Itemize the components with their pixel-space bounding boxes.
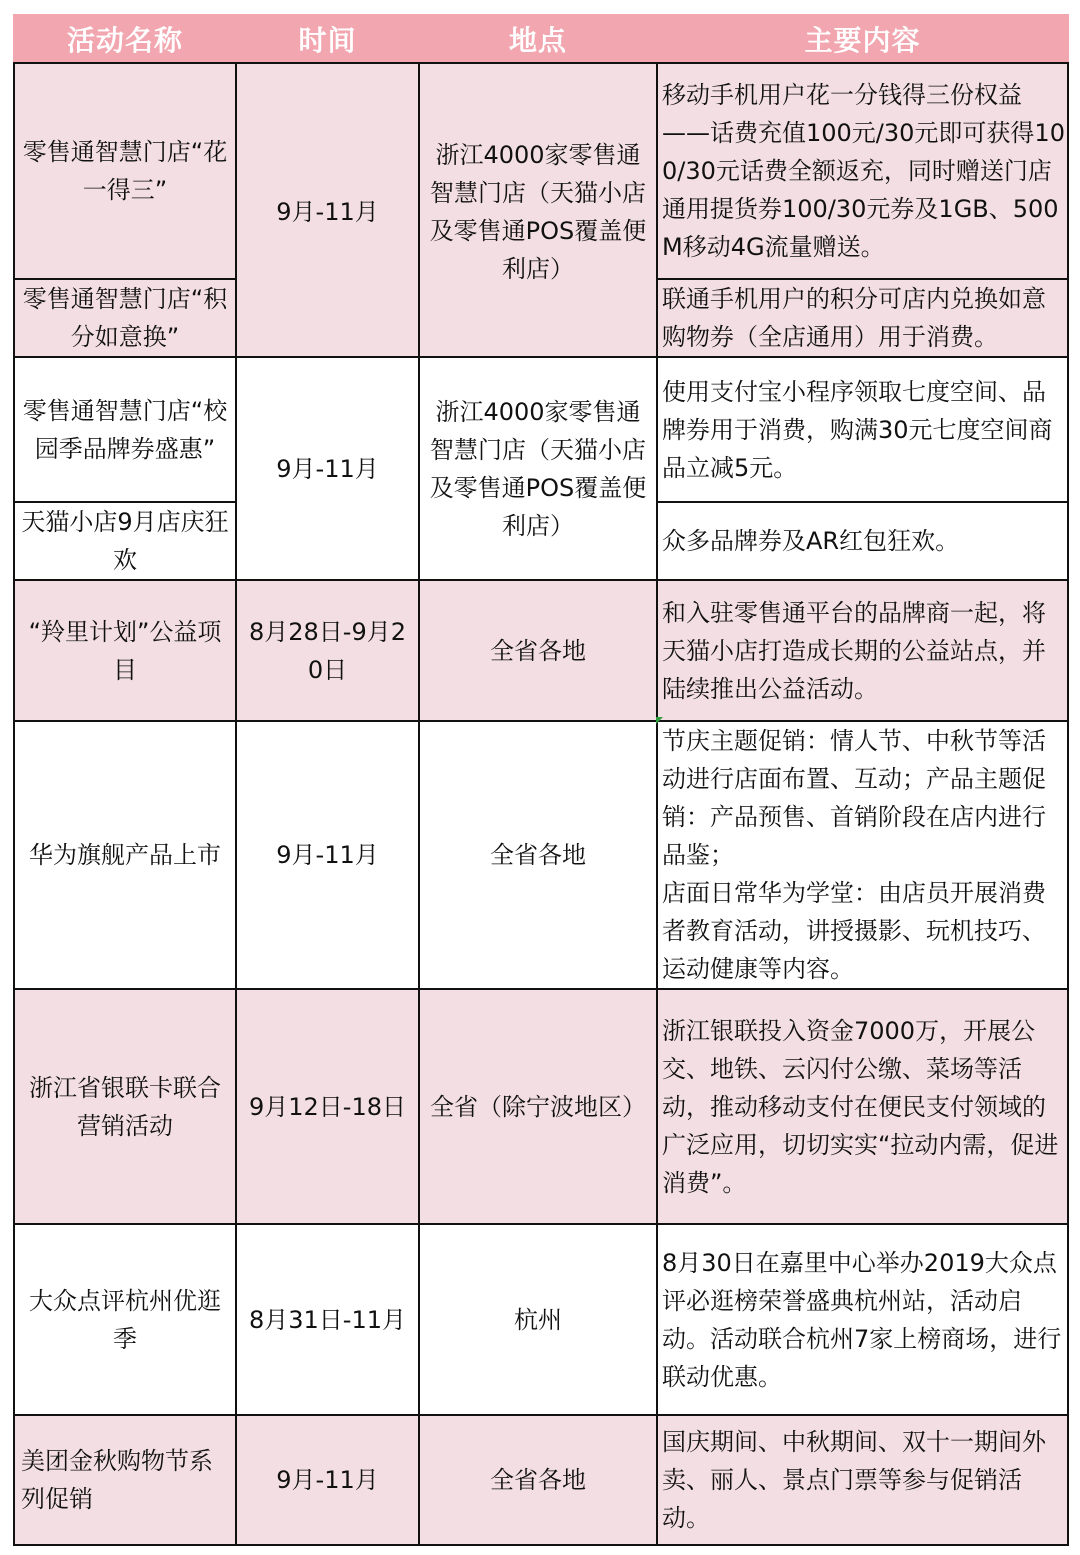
activity-place: 全省各地 <box>419 1415 657 1545</box>
activity-content: 和入驻零售通平台的品牌商一起，将天猫小店打造成长期的公益站点，并陆续推出公益活动。 <box>657 580 1068 721</box>
table-row <box>14 989 1068 1224</box>
activity-name: 美团金秋购物节系列促销 <box>14 1415 236 1545</box>
activity-content: 浙江银联投入资金7000万，开展公交、地铁、云闪付公缴、菜场等活动，推动移动支付在便民支付领域的广泛应用，切切实实“拉动内需，促进消费”。 <box>657 989 1068 1224</box>
activity-content: 联通手机用户的积分可店内兑换如意购物券（全店通用）用于消费。 <box>657 279 1068 357</box>
activity-name: “羚里计划”公益项目 <box>14 580 236 721</box>
cell-comment-marker <box>656 717 663 724</box>
table-row <box>14 1224 1068 1415</box>
header-activity-name: 活动名称 <box>14 15 236 63</box>
activity-time: 9月12日-18日 <box>236 989 419 1224</box>
activity-name: 天猫小店9月店庆狂欢 <box>14 502 236 580</box>
activity-name: 零售通智慧门店“校园季品牌券盛惠” <box>14 357 236 502</box>
table-row <box>14 63 1068 279</box>
activity-place: 杭州 <box>419 1224 657 1415</box>
activity-time: 9月-11月 <box>236 721 419 989</box>
activity-content: 国庆期间、中秋期间、双十一期间外卖、丽人、景点门票等参与促销活动。 <box>657 1415 1068 1545</box>
events-table <box>13 14 1069 1546</box>
table-row <box>14 721 1068 989</box>
activity-content: 8月30日在嘉里中心举办2019大众点评必逛榜荣誉盛典杭州站，活动启动。活动联合杭州7家上榜商场，进行联动优惠。 <box>657 1224 1068 1415</box>
header-time: 时间 <box>236 15 419 63</box>
activity-content-line: 节庆主题促销：情人节、中秋节等活动进行店面布置、互动；产品主题促销：产品预售、首销阶段在店内进行品鉴； <box>662 727 1046 869</box>
activity-name: 零售通智慧门店“积分如意换” <box>14 279 236 357</box>
table-header-row <box>14 15 1068 63</box>
activity-place: 全省各地 <box>419 721 657 989</box>
activity-name: 华为旗舰产品上市 <box>14 721 236 989</box>
table-row <box>14 580 1068 721</box>
activity-place: 全省各地 <box>419 580 657 721</box>
activity-content: 众多品牌券及AR红包狂欢。 <box>657 502 1068 580</box>
activity-name: 零售通智慧门店“花一得三” <box>14 63 236 279</box>
header-content: 主要内容 <box>657 15 1068 63</box>
activity-content: 移动手机用户花一分钱得三份权益——话费充值100元/30元即可获得100/30元话费全额返充，同时赠送门店通用提货券100/30元券及1GB、500M移动4G流量赠送。 <box>657 63 1068 279</box>
activity-time: 8月31日-11月 <box>236 1224 419 1415</box>
activity-time: 9月-11月 <box>236 63 419 357</box>
activity-content: 使用支付宝小程序领取七度空间、品牌券用于消费，购满30元七度空间商品立减5元。 <box>657 357 1068 502</box>
activity-place: 浙江4000家零售通智慧门店（天猫小店及零售通POS覆盖便利店） <box>419 63 657 357</box>
header-place: 地点 <box>419 15 657 63</box>
activity-time: 9月-11月 <box>236 1415 419 1545</box>
activity-place: 全省（除宁波地区） <box>419 989 657 1224</box>
activity-time: 8月28日-9月20日 <box>236 580 419 721</box>
activity-place: 浙江4000家零售通智慧门店（天猫小店及零售通POS覆盖便利店） <box>419 357 657 580</box>
activity-name: 大众点评杭州优逛季 <box>14 1224 236 1415</box>
activity-time: 9月-11月 <box>236 357 419 580</box>
activity-content <box>657 721 1068 989</box>
activity-content-line: 店面日常华为学堂：由店员开展消费者教育活动，讲授摄影、玩机技巧、运动健康等内容。 <box>662 879 1046 983</box>
activity-name: 浙江省银联卡联合营销活动 <box>14 989 236 1224</box>
table-row <box>14 357 1068 502</box>
table-row <box>14 1415 1068 1545</box>
